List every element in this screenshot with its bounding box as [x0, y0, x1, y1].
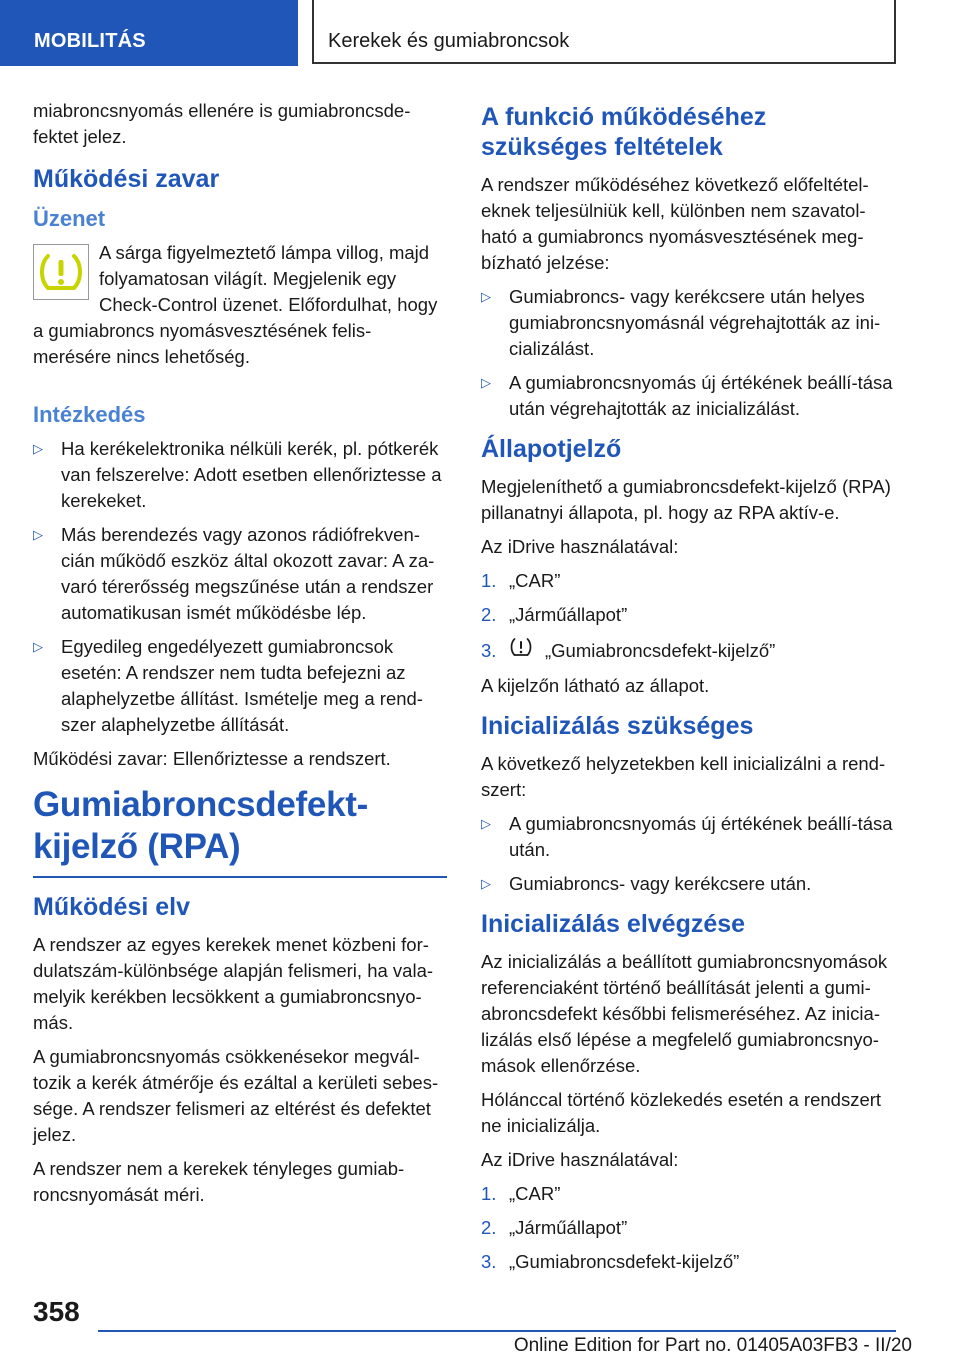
heading-principle: Működési elv — [33, 893, 190, 921]
chapter-heading-rpa: Gumiabroncsdefekt-kijelző (RPA) — [33, 785, 368, 866]
step-item: 3. „Gumiabroncsdefekt-kijelző” — [481, 1251, 740, 1272]
heading-init-do: Inicializálás elvégzése — [481, 910, 746, 938]
footer-rule — [98, 1330, 896, 1332]
principle-paragraph: A rendszer nem a kerekek tényleges gumiab-roncsnyomását méri. — [33, 1158, 405, 1205]
init-case-item: ▷ Gumiabroncs- vagy kerékcsere után. — [481, 871, 897, 897]
heading-status: Állapotjelző — [481, 435, 622, 463]
heading-action: Intézkedés — [33, 402, 146, 427]
malfunction-note: Működési zavar: Ellenőriztesse a rendszert. — [33, 748, 391, 769]
heading-init-needed: Inicializálás szükséges — [481, 712, 754, 740]
action-item: ▷ Egyedileg engedélyezett gumiabroncsok esetén: A rendszer nem tudta befejezni az alaphelyzetbe állítást. Ismételje meg a rend-szer alaphelyzetbe állítását. — [33, 634, 447, 738]
condition-item: ▷ A gumiabroncsnyomás új értékének beállí-tása után végrehajtották az inicializálást. — [481, 370, 897, 422]
page-number: 358 — [33, 1296, 80, 1327]
step-item: 2. „Járműállapot” — [481, 604, 628, 625]
status-note: A kijelzőn látható az állapot. — [481, 675, 710, 696]
heading-malfunction: Működési zavar — [33, 165, 220, 193]
triangle-bullet-icon: ▷ — [33, 441, 43, 456]
action-item: ▷ Más berendezés vagy azonos rádiófrekven-cián működő eszköz által okozott zavar: A za-varó térerősség megszűnése után a rendszer automatikusan ismét működésbe lép. — [33, 522, 447, 626]
heading-rule — [33, 876, 447, 878]
principle-paragraph: A rendszer az egyes kerekek menet közbeni for-dulatszám-különbsége alapján felismeri, ha vala-melyik kerékben lecsökkent a gumiabroncsnyo-más. — [33, 934, 434, 1033]
init-do-paragraph: Az inicializálás a beállított gumiabroncsnyomások referenciaként történő beállítását jelenti a gumi-abroncsdefekt későbbi felismeréséhez. Az inicia-lizálás első lépése a megfelelő gumiabroncsnyo-mások ellenőrzése. — [481, 951, 888, 1076]
triangle-bullet-icon: ▷ — [33, 639, 43, 654]
triangle-bullet-icon: ▷ — [481, 289, 491, 304]
idrive-intro: Az iDrive használatával: — [481, 1149, 679, 1170]
heading-message: Üzenet — [33, 206, 106, 231]
message-paragraph: A sárga figyelmeztető lámpa villog, majd folyamatosan világít. Megjelenik egy Check-Control üzenet. Előfordulhat, hogy a gumiabroncs nyomásvesztésének felis-merésére nincs lehetőség. — [33, 242, 438, 367]
message-block — [33, 240, 447, 378]
edition-note: Online Edition for Part no. 01405A03FB3 - II/20 — [513, 1335, 912, 1356]
step-item: 1. „CAR” — [481, 1183, 561, 1204]
action-item: ▷ Ha kerékelektronika nélküli kerék, pl. pótkerék van felszerelve: Adott esetben ellenőriztesse a kerekeket. — [33, 436, 447, 514]
principle-paragraph: A gumiabroncsnyomás csökkenésekor megvál-tozik a kerék átmérője és ezáltal a kerületi sebes-sége. A rendszer felismeri az eltérést és defektet jelez. — [33, 1046, 439, 1145]
init-do-paragraph: Hólánccal történő közlekedés esetén a rendszert ne inicializálja. — [481, 1089, 882, 1136]
triangle-bullet-icon: ▷ — [481, 816, 491, 831]
chapter-title: Kerekek és gumiabroncsok — [312, 0, 896, 64]
init-case-item: ▷ A gumiabroncsnyomás új értékének beállí-tása után. — [481, 811, 897, 863]
condition-item: ▷ Gumiabroncs- vagy kerékcsere után helyes gumiabroncsnyomásnál végrehajtották az ini-cializálást. — [481, 284, 897, 362]
tire-pressure-warning-icon — [33, 244, 89, 300]
tire-pressure-small-icon — [509, 636, 535, 665]
section-tab: MOBILITÁS — [0, 0, 298, 66]
right-column — [481, 98, 897, 1283]
status-paragraph: Megjeleníthető a gumiabroncsdefekt-kijelző (RPA) pillanatnyi állapota, pl. hogy az RPA aktív-e. — [481, 476, 891, 523]
step-item: 1. „CAR” — [481, 570, 561, 591]
idrive-intro: Az iDrive használatával: — [481, 536, 679, 557]
triangle-bullet-icon: ▷ — [33, 527, 43, 542]
intro-paragraph: miabroncsnyomás ellenére is gumiabroncsde-fektet jelez. — [33, 100, 411, 147]
left-column — [33, 98, 447, 1216]
conditions-intro: A rendszer működéséhez következő előfeltétel-eknek teljesülniük kell, különben nem szavatol-ható a gumiabroncs nyomásvesztésének meg-bízható jelzése: — [481, 174, 869, 273]
step-item: 2. „Járműállapot” — [481, 1217, 628, 1238]
page-header — [0, 0, 960, 66]
triangle-bullet-icon: ▷ — [481, 876, 491, 891]
init-needed-paragraph: A következő helyzetekben kell inicializálni a rend-szert: — [481, 753, 886, 800]
triangle-bullet-icon: ▷ — [481, 375, 491, 390]
heading-conditions: A funkció működéséhez szükséges feltételek — [481, 103, 767, 161]
step-item: 3. „Gumiabroncsdefekt-kijelző” — [481, 636, 897, 665]
